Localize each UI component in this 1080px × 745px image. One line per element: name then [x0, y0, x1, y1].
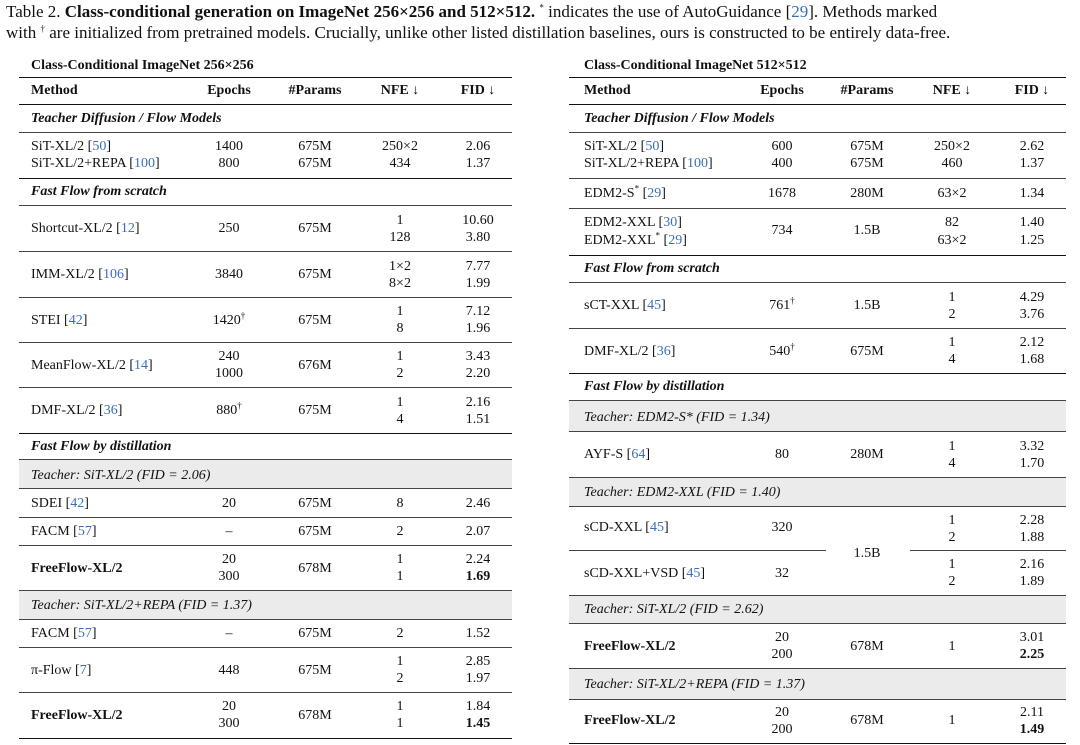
- cell-nfe: 1: [948, 513, 956, 528]
- left-table: [19, 0, 512, 745]
- cell-fid: 3.80: [465, 230, 491, 245]
- cell-epochs: 200: [771, 647, 793, 662]
- cell-nfe: 2: [396, 626, 404, 641]
- cell-fid: 4.29: [1019, 290, 1045, 305]
- cell-epochs: 300: [218, 569, 240, 584]
- col-header-fid: FID ↓: [1014, 83, 1050, 98]
- left-table-title: Class-Conditional ImageNet 256×256: [31, 58, 254, 73]
- col-header-params: #Params: [288, 83, 342, 98]
- cell-epochs: 800: [218, 156, 240, 171]
- cell-fid: 7.77: [465, 259, 491, 274]
- table-row-method: DMF-XL/2 [36]: [584, 344, 676, 359]
- cell-epochs: 200: [771, 722, 793, 737]
- cell-nfe: 2: [396, 524, 404, 539]
- right-table-title: Class-Conditional ImageNet 512×512: [584, 58, 807, 73]
- cell-params: 675M: [850, 344, 884, 359]
- table-row-method: sCD-XXL [45]: [584, 520, 669, 535]
- col-header-params: #Params: [840, 83, 894, 98]
- cell-epochs: 250: [218, 221, 240, 236]
- cell-epochs: 300: [218, 716, 240, 731]
- section-distill: Fast Flow by distillation: [584, 379, 725, 394]
- section-scratch: Fast Flow from scratch: [584, 261, 720, 276]
- teacher-row: Teacher: SiT-XL/2 (FID = 2.62): [584, 602, 764, 617]
- cell-params: 675M: [298, 139, 332, 154]
- table-row-method: EDM2-XXL* [29]: [584, 230, 687, 248]
- table-row-method: FreeFlow-XL/2: [31, 708, 123, 723]
- cell-params: 675M: [298, 496, 332, 511]
- cell-epochs: 320: [771, 520, 793, 535]
- cell-nfe: 63×2: [937, 186, 967, 201]
- table-row-method: EDM2-S* [29]: [584, 183, 666, 201]
- cell-epochs: 1420†: [212, 310, 246, 328]
- cell-epochs: 20: [222, 699, 236, 714]
- cell-epochs: 20: [222, 552, 236, 567]
- cell-nfe: 1: [948, 557, 956, 572]
- cell-nfe: 8: [396, 321, 404, 336]
- table-row-method: SDEI [42]: [31, 496, 89, 511]
- cell-params: 675M: [298, 524, 332, 539]
- cell-fid: 1.40: [1019, 215, 1045, 230]
- cell-fid: 1.34: [1019, 186, 1045, 201]
- cell-fid: 3.01: [1019, 630, 1045, 645]
- cell-epochs: 600: [771, 139, 793, 154]
- cell-nfe: 1: [948, 290, 956, 305]
- table-row-method: AYF-S [64]: [584, 447, 651, 462]
- cell-nfe: 250×2: [382, 139, 418, 154]
- cell-nfe: 82: [945, 215, 959, 230]
- cell-fid: 1.25: [1019, 233, 1045, 248]
- table-row-method: FreeFlow-XL/2: [584, 713, 676, 728]
- cell-fid: 2.20: [465, 366, 491, 381]
- cell-nfe: 1: [396, 699, 404, 714]
- cell-fid: 2.12: [1019, 335, 1045, 350]
- teacher-row: Teacher: EDM2-XXL (FID = 1.40): [584, 485, 781, 500]
- caption-line2a: with: [6, 23, 37, 42]
- col-header-nfe: NFE ↓: [932, 83, 972, 98]
- cell-nfe: 1: [396, 304, 404, 319]
- caption-line2b: are initialized from pretrained models. Crucially, unlike other listed distillation baselines, ours is constructed to be entirely data-free.: [44, 23, 951, 42]
- cell-nfe: 2: [948, 530, 956, 545]
- table-row-method: FACM [57]: [31, 626, 97, 641]
- cell-fid: 3.43: [465, 349, 491, 364]
- cell-epochs: 761†: [769, 295, 795, 313]
- cell-nfe: 2: [948, 574, 956, 589]
- table-row-method: Shortcut-XL/2 [12]: [31, 221, 140, 236]
- section-distill: Fast Flow by distillation: [31, 439, 172, 454]
- caption-text2: ]. Methods marked: [808, 2, 938, 21]
- cell-params: 678M: [850, 713, 884, 728]
- cell-epochs: 20: [775, 630, 789, 645]
- table-row-method: SiT-XL/2 [50]: [584, 139, 664, 154]
- cell-fid: 1.37: [465, 156, 491, 171]
- cell-fid: 1.37: [1019, 156, 1045, 171]
- cell-params: 1.5B: [853, 298, 881, 313]
- cell-nfe: 4: [396, 412, 404, 427]
- caption-text1: indicates the use of AutoGuidance [: [543, 2, 792, 21]
- cell-params: 280M: [850, 447, 884, 462]
- cell-nfe: 1: [948, 713, 956, 728]
- table-row-method: FACM [57]: [31, 524, 97, 539]
- cell-params: 676M: [298, 358, 332, 373]
- caption-ref[interactable]: 29: [791, 2, 809, 21]
- cell-fid: 2.25: [1019, 647, 1045, 662]
- cell-nfe: 1×2: [389, 259, 411, 274]
- cell-nfe: 4: [948, 456, 956, 471]
- table-row-method: SiT-XL/2+REPA [100]: [31, 156, 160, 171]
- cell-params: 675M: [298, 267, 332, 282]
- cell-params: 675M: [850, 139, 884, 154]
- cell-nfe: 1: [396, 569, 404, 584]
- teacher-row: Teacher: EDM2-S* (FID = 1.34): [584, 410, 770, 425]
- cell-fid: 3.76: [1019, 307, 1045, 322]
- cell-fid: 1.52: [465, 626, 491, 641]
- col-header-fid: FID ↓: [460, 83, 496, 98]
- cell-fid: 2.62: [1019, 139, 1045, 154]
- section-teacher: Teacher Diffusion / Flow Models: [584, 111, 775, 126]
- cell-nfe: 1: [948, 439, 956, 454]
- cell-fid: 1.88: [1019, 530, 1045, 545]
- table-row-method: sCD-XXL+VSD [45]: [584, 566, 706, 581]
- cell-fid: 2.85: [465, 654, 491, 669]
- cell-fid: 1.68: [1019, 352, 1045, 367]
- cell-nfe: 4: [948, 352, 956, 367]
- cell-nfe: 1: [396, 552, 404, 567]
- cell-fid: 2.24: [465, 552, 491, 567]
- teacher-row: Teacher: SiT-XL/2+REPA (FID = 1.37): [584, 677, 805, 692]
- cell-params: 280M: [850, 186, 884, 201]
- table-row-method: FreeFlow-XL/2: [31, 561, 123, 576]
- teacher-row: Teacher: SiT-XL/2 (FID = 2.06): [31, 468, 211, 483]
- cell-epochs: 1000: [215, 366, 243, 381]
- cell-nfe: 1: [396, 395, 404, 410]
- cell-params: 675M: [298, 626, 332, 641]
- cell-fid: 7.12: [465, 304, 491, 319]
- cell-params: 678M: [298, 561, 332, 576]
- cell-fid: 2.06: [465, 139, 491, 154]
- table-row-method: EDM2-XXL [30]: [584, 215, 682, 230]
- cell-fid: 1.99: [465, 276, 491, 291]
- cell-epochs: 20: [775, 705, 789, 720]
- col-header-nfe: NFE ↓: [380, 83, 420, 98]
- cell-nfe: 128: [389, 230, 411, 245]
- cell-params: 1.5B: [853, 546, 881, 561]
- cell-epochs: 20: [222, 496, 236, 511]
- cell-nfe: 250×2: [934, 139, 970, 154]
- cell-fid: 1.51: [465, 412, 491, 427]
- section-scratch: Fast Flow from scratch: [31, 184, 167, 199]
- cell-nfe: 1: [948, 335, 956, 350]
- table-row-method: MeanFlow-XL/2 [14]: [31, 358, 153, 373]
- cell-epochs: –: [225, 626, 233, 641]
- cell-params: 678M: [850, 639, 884, 654]
- caption-title: Class-conditional generation on ImageNet 256×256 and 512×512.: [64, 2, 536, 21]
- cell-fid: 2.28: [1019, 513, 1045, 528]
- col-header-epochs: Epochs: [760, 83, 804, 98]
- cell-epochs: 32: [775, 566, 789, 581]
- cell-epochs: 448: [218, 663, 240, 678]
- col-header-epochs: Epochs: [207, 83, 251, 98]
- cell-nfe: 2: [396, 366, 404, 381]
- cell-fid: 2.11: [1020, 705, 1044, 720]
- cell-fid: 1.70: [1019, 456, 1045, 471]
- cell-nfe: 1: [396, 349, 404, 364]
- col-header-method: Method: [584, 83, 631, 98]
- cell-fid: 2.46: [465, 496, 491, 511]
- caption-label: Table 2.: [6, 2, 61, 21]
- cell-params: 678M: [298, 708, 332, 723]
- cell-fid: 1.97: [465, 671, 491, 686]
- table-row-method: sCT-XXL [45]: [584, 298, 666, 313]
- cell-nfe: 1: [948, 639, 956, 654]
- cell-params: 1.5B: [853, 223, 881, 238]
- cell-nfe: 460: [941, 156, 963, 171]
- cell-nfe: 1: [396, 716, 404, 731]
- caption-dagger: †: [40, 23, 45, 34]
- table-row-method: IMM-XL/2 [106]: [31, 267, 129, 282]
- cell-fid: 1.89: [1019, 574, 1045, 589]
- cell-fid: 1.69: [465, 569, 491, 584]
- cell-epochs: 1678: [768, 186, 796, 201]
- cell-params: 675M: [298, 403, 332, 418]
- cell-epochs: 240: [218, 349, 240, 364]
- section-teacher: Teacher Diffusion / Flow Models: [31, 111, 222, 126]
- cell-epochs: –: [225, 524, 233, 539]
- cell-params: 675M: [850, 156, 884, 171]
- cell-epochs: 540†: [769, 341, 795, 359]
- cell-fid: 2.16: [465, 395, 491, 410]
- table-row-method: SiT-XL/2 [50]: [31, 139, 111, 154]
- cell-fid: 1.84: [465, 699, 491, 714]
- cell-fid: 1.49: [1019, 722, 1045, 737]
- table-row-method: SiT-XL/2+REPA [100]: [584, 156, 713, 171]
- table-row-method: STEI [42]: [31, 313, 88, 328]
- col-header-method: Method: [31, 83, 78, 98]
- cell-fid: 1.96: [465, 321, 491, 336]
- cell-nfe: 63×2: [937, 233, 967, 248]
- cell-nfe: 8×2: [389, 276, 411, 291]
- teacher-row: Teacher: SiT-XL/2+REPA (FID = 1.37): [31, 598, 252, 613]
- cell-nfe: 8: [396, 496, 404, 511]
- cell-nfe: 2: [948, 307, 956, 322]
- cell-fid: 3.32: [1019, 439, 1045, 454]
- table-row-method: DMF-XL/2 [36]: [31, 403, 123, 418]
- cell-params: 675M: [298, 313, 332, 328]
- cell-nfe: 1: [396, 213, 404, 228]
- cell-fid: 10.60: [462, 213, 494, 228]
- cell-epochs: 1400: [215, 139, 243, 154]
- right-table: [569, 0, 1066, 745]
- cell-fid: 1.45: [465, 716, 491, 731]
- cell-fid: 2.07: [465, 524, 491, 539]
- cell-params: 675M: [298, 663, 332, 678]
- cell-params: 675M: [298, 156, 332, 171]
- cell-fid: 2.16: [1019, 557, 1045, 572]
- cell-params: 675M: [298, 221, 332, 236]
- cell-nfe: 1: [396, 654, 404, 669]
- cell-epochs: 880†: [216, 400, 242, 418]
- table-row-method: π-Flow [7]: [31, 663, 92, 678]
- cell-epochs: 80: [775, 447, 789, 462]
- cell-epochs: 400: [771, 156, 793, 171]
- caption-star: *: [539, 2, 544, 13]
- cell-epochs: 734: [771, 223, 793, 238]
- table-row-method: FreeFlow-XL/2: [584, 639, 676, 654]
- cell-nfe: 2: [396, 671, 404, 686]
- cell-nfe: 434: [389, 156, 411, 171]
- cell-epochs: 3840: [215, 267, 243, 282]
